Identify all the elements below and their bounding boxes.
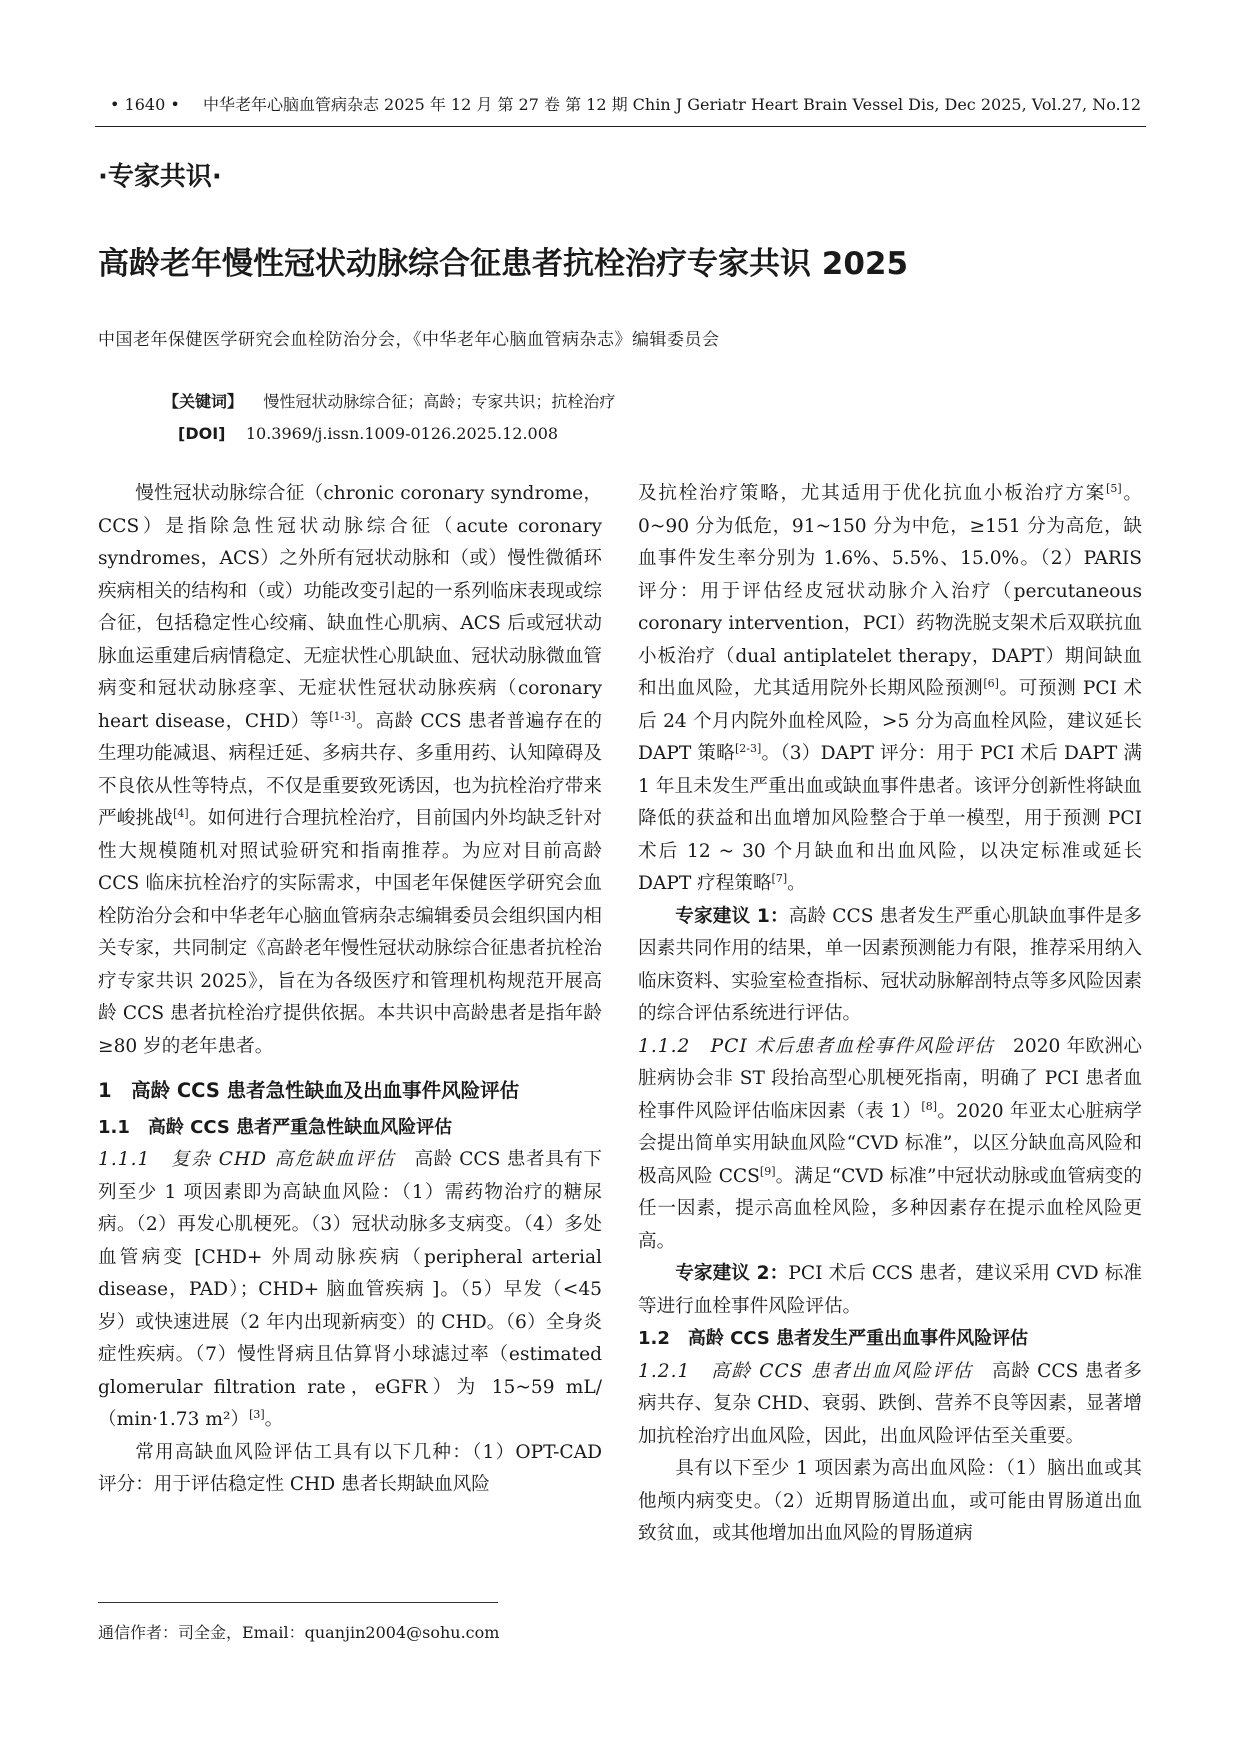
recommendation-label: 专家建议 1： (675, 905, 789, 927)
citation-ref[interactable]: [8] (921, 1099, 937, 1113)
authors: 中国老年保健医学研究会血栓防治分会，《中华老年心脑血管病杂志》编辑委员会 (98, 330, 720, 350)
section-heading-1: 1 高龄 CCS 患者急性缺血及出血事件风险评估 (98, 1079, 520, 1102)
citation-ref[interactable]: [9] (759, 1164, 776, 1178)
header-rule (95, 126, 1146, 127)
section-heading-1-1: 1.1 高龄 CCS 患者严重急性缺血风险评估 (98, 1116, 453, 1138)
journal-citation: 中华老年心脑血管病杂志 2025 年 12 月 第 27 卷 第 12 期 Chin J Geriatr Heart Brain Vessel Dis, Dec 2025, Vol.27, No.12 (202, 95, 1141, 114)
article-title: 高龄老年慢性冠状动脉综合征患者抗栓治疗专家共识 2025 (98, 246, 909, 282)
left-column (98, 478, 602, 1502)
citation-ref[interactable]: [6] (983, 676, 999, 690)
citation-ref[interactable]: [4] (173, 806, 189, 820)
expert-recommendation-2: 专家建议 2：PCI 术后 CCS 患者，建议采用 CVD 标准等进行血栓事件风险评估。 (638, 1263, 1142, 1317)
corresponding-author-footnote: 通信作者：司全金，Email：quanjin2004@sohu.com (98, 1623, 500, 1642)
keywords-text: 慢性冠状动脉综合征；高龄；专家共识；抗栓治疗 (263, 392, 616, 411)
section-heading-1-2: 1.2 高龄 CCS 患者发生严重出血事件风险评估 (638, 1328, 1029, 1349)
doi (178, 424, 558, 443)
subsection-heading-1-1-2: 1.1.2 PCI 术后患者血栓事件风险评估 (638, 1035, 995, 1057)
citation-ref[interactable]: [3] (249, 1407, 265, 1421)
keywords-label: 【关键词】 (163, 392, 244, 411)
subsection-heading-1-1-1: 1.1.1 复杂 CHD 高危缺血评估 (98, 1149, 396, 1170)
paragraph-tools-cont: 及抗栓治疗策略，尤其适用于优化抗血小板治疗方案[5]。0~90 分为低危，91~150 分为中危，≥151 分为高危，缺血事件发生率分别为 1.6%、5.5%、15.0%。（2）PARIS 评分：用于评估经皮冠状动脉介入治疗（percutaneous coronary intervention，PCI）药物洗脱支架术后双联抗血小板治疗（dual antiplatelet therapy，DAPT）期间缺血和出血风险，尤其适用院外长期风险预测[6]。可预测 PCI 术后 24 个月内院外血栓风险，>5 分为高血栓风险，建议延长 DAPT 策略[2-3]。（3）DAPT 评分：用于 PCI 术后 DAPT 满 1 年且未发生严重出血或缺血事件患者。该评分创新性将缺血降低的获益和出血增加风险整合于单一模型，用于预测 PCI 术后 12 ~ 30 个月缺血和出血风险，以决定标准或延长 DAPT 疗程策略[7]。 (638, 481, 1142, 894)
paragraph-1-1-1: 1.1.1 复杂 CHD 高危缺血评估 高龄 CCS 患者具有下列至少 1 项因素即为高缺血风险：（1）需药物治疗的糖尿病。（2）再发心肌梗死。（3）冠状动脉多支病变。（4）多处血管病变 [CHD+ 外周动脉疾病（peripheral arterial disease，PAD）；CHD+ 脑血管疾病 ]。（5）早发（<45 岁）或快速进展（2 年内出现新病变）的 CHD。（6）全身炎症性疾病。（7）慢性肾病且估算肾小球滤过率（estimated glomerular filtration rate，eGFR）为 15~59 mL/（min·1.73 m²）[3]。 (98, 1149, 602, 1430)
paragraph-tools: 常用高缺血风险评估工具有以下几种：（1）OPT-CAD 评分：用于评估稳定性 CHD 患者长期缺血风险 (98, 1441, 602, 1495)
column-tag: ·专家共识· (98, 162, 222, 192)
citation-ref[interactable]: [7] (771, 871, 788, 885)
paragraph-1-1-2: 1.1.2 PCI 术后患者血栓事件风险评估 2020 年欧洲心脏病协会非 ST 段抬高型心肌梗死指南，明确了 PCI 患者血栓事件风险评估临床因素（表 1）[8]。2020 年亚太心脏病学会提出简单实用缺血风险“CVD 标准”，以区分缺血高风险和极高风险 CCS[9]。满足“CVD 标准”中冠状动脉或血管病变的任一因素，提示高血栓风险，多种因素存在提示血栓风险更高。 (638, 1035, 1142, 1252)
doi-label: [DOI] (178, 424, 226, 443)
doi-link[interactable]: 10.3969/j.issn.1009-0126.2025.12.008 (245, 424, 559, 443)
paragraph-intro: 慢性冠状动脉综合征（chronic coronary syndrome，CCS）是指除急性冠状动脉综合征（acute coronary syndromes，ACS）之外所有冠状动脉和（或）慢性微循环疾病相关的结构和（或）功能改变引起的一系列临床表现或综合征，包括稳定性心绞痛、缺血性心肌病、ACS 后或冠状动脉血运重建后病情稳定、无症状性心肌缺血、冠状动脉微血管病变和冠状动脉痉挛、无症状性冠状动脉疾病（coronary heart disease，CHD）等[1-3]。高龄 CCS 患者普遍存在的生理功能减退、病程迁延、多病共存、多重用药、认知障碍及不良依从性等特点，不仅是重要致死诱因，也为抗栓治疗带来严峻挑战[4]。如何进行合理抗栓治疗，目前国内外均缺乏针对性大规模随机对照试验研究和指南推荐。为应对目前高龄 CCS 临床抗栓治疗的实际需求，中国老年保健医学研究会血栓防治分会和中华老年心脑血管病杂志编辑委员会组织国内相关专家，共同制定《高龄老年慢性冠状动脉综合征患者抗栓治疗专家共识 2025》，旨在为各级医疗和管理机构规范开展高龄 CCS 患者抗栓治疗提供依据。本共识中高龄患者是指年龄≥80 岁的老年患者。 (98, 483, 602, 1057)
running-header (110, 92, 1141, 118)
paragraph-bleeding-factors: 具有以下至少 1 项因素为高出血风险：（1）脑出血或其他颅内病变史。（2）近期胃肠道出血，或可能由胃肠道出血致贫血，或其他增加出血风险的胃肠道病 (638, 1458, 1142, 1544)
footnote-rule (98, 1602, 498, 1603)
keywords (163, 389, 1161, 412)
subsection-heading-1-2-1: 1.2.1 高龄 CCS 患者出血风险评估 (638, 1360, 973, 1382)
paragraph-1-2-1: 1.2.1 高龄 CCS 患者出血风险评估 高龄 CCS 患者多病共存、复杂 CHD、衰弱、跌倒、营养不良等因素，显著增加抗栓治疗出血风险，因此，出血风险评估至关重要。 (638, 1360, 1143, 1447)
citation-ref[interactable]: [2-3] (734, 741, 762, 755)
recommendation-label: 专家建议 2： (675, 1263, 789, 1284)
citation-ref[interactable]: [5] (1106, 481, 1122, 495)
page-number: • 1640 • (110, 95, 180, 114)
right-column (638, 478, 1142, 1551)
expert-recommendation-1: 专家建议 1：高龄 CCS 患者发生严重心肌缺血事件是多因素共同作用的结果，单一因素预测能力有限，推荐采用纳入临床资料、实验室检查指标、冠状动脉解剖特点等多风险因素的综合评估系统进行评估。 (638, 905, 1142, 1024)
citation-ref[interactable]: [1-3] (329, 709, 356, 723)
